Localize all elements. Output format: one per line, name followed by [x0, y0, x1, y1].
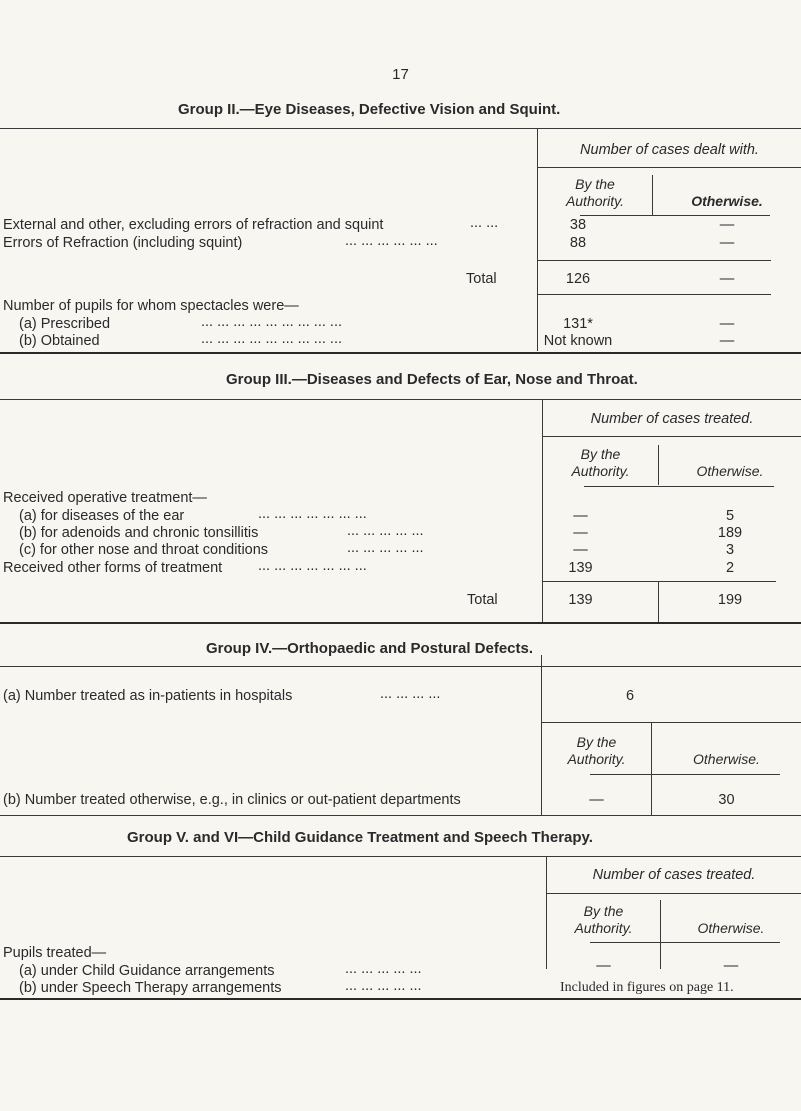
group3-nose-throat-otherwise: 3 [725, 542, 735, 558]
group2-total-otherwise: — [719, 271, 735, 287]
group2-total-bottom-rule [537, 294, 771, 295]
group3-ear-dots: ... ... ... ... ... ... ... [258, 506, 367, 522]
group5-col-authority-2: Authority. [574, 920, 633, 936]
group5-bottom-rule [0, 998, 801, 1000]
group2-obtained-label: (b) Obtained [19, 333, 100, 349]
group4-inpatients-value: 6 [625, 688, 635, 704]
group3-header: Number of cases treated. [590, 411, 754, 427]
group2-col-authority-2: Authority. [565, 193, 625, 209]
group3-adenoids-authority: — [573, 525, 588, 541]
group5-pupils-label: Pupils treated— [3, 945, 107, 961]
group5-child-guidance-authority: — [596, 958, 611, 974]
group5-child-guidance-dots: ... ... ... ... ... [345, 961, 422, 977]
group2-prescribed-label: (a) Prescribed [19, 316, 111, 332]
group5-top-rule [0, 856, 801, 857]
group3-other-dots: ... ... ... ... ... ... ... [258, 558, 367, 574]
group2-top-rule [0, 128, 801, 129]
group3-other-authority: 139 [568, 560, 593, 576]
group3-header-rule [542, 436, 801, 437]
group5-speech-therapy-label: (b) under Speech Therapy arrangements [19, 980, 282, 996]
group2-prescribed-authority: 131* [563, 316, 593, 332]
group3-total-authority: 139 [568, 592, 593, 608]
group3-total-otherwise: 199 [717, 592, 743, 608]
group2-header-rule [537, 167, 801, 168]
group5-speech-therapy-dots: ... ... ... ... ... [345, 978, 422, 994]
group4-outpatients-label: (b) Number treated otherwise, e.g., in clinics or out-patient departments [3, 792, 461, 808]
group2-total-authority: 126 [565, 271, 591, 287]
group2-prescribed-otherwise: — [719, 316, 735, 332]
group5-child-guidance-otherwise: — [723, 958, 739, 974]
group2-prescribed-dots: ... ... ... ... ... ... ... ... ... [201, 314, 342, 330]
group3-other-label: Received other forms of treatment [3, 560, 223, 576]
group2-row-refraction-authority: 88 [569, 235, 587, 251]
group5-col-otherwise: Otherwise. [697, 920, 765, 936]
group3-nose-throat-dots: ... ... ... ... ... [347, 540, 424, 556]
group5-included-note: Included in figures on page 11. [560, 980, 734, 995]
group4-col-authority-1: By the [576, 734, 617, 750]
group4-outpatients-authority: — [589, 792, 604, 808]
group2-row-refraction-otherwise: — [719, 235, 735, 251]
group3-ear-authority: — [573, 508, 588, 524]
group2-title: Group II.—Eye Diseases, Defective Vision and Squint. [178, 101, 561, 118]
group4-col-otherwise: Otherwise. [693, 751, 760, 767]
group4-title: Group IV.—Orthopaedic and Postural Defects. [206, 640, 534, 657]
group2-bottom-rule [0, 352, 801, 354]
group4-inpatients-label: (a) Number treated as in-patients in hospitals [3, 688, 293, 704]
group3-operative-label: Received operative treatment— [3, 490, 207, 506]
group4-bottom-rule [0, 815, 801, 816]
group4-outpatients-otherwise: 30 [718, 792, 735, 808]
group5-title: Group V. and VI—Child Guidance Treatment and Speech Therapy. [127, 829, 593, 846]
group2-total-rule [537, 260, 771, 261]
group4-header-rule [541, 722, 801, 723]
group2-row-refraction-dots: ... ... ... ... ... ... [345, 233, 438, 249]
group4-colhead-rule [590, 774, 780, 775]
group2-obtained-otherwise: — [719, 333, 735, 349]
group3-top-rule [0, 399, 801, 400]
group5-header-rule [546, 893, 801, 894]
group2-row-refraction-label: Errors of Refraction (including squint) [3, 235, 243, 251]
group2-total-label: Total [466, 271, 497, 287]
group3-total-label: Total [467, 592, 498, 608]
group3-colhead-rule [584, 486, 774, 487]
group2-row-external-label: External and other, excluding errors of refraction and squint [3, 217, 384, 233]
group3-ear-otherwise: 5 [725, 508, 735, 524]
group3-col-authority-1: By the [580, 446, 621, 462]
group3-bottom-rule [0, 622, 801, 624]
group3-adenoids-label: (b) for adenoids and chronic tonsillitis [19, 525, 259, 541]
group4-inpatients-dots: ... ... ... ... [380, 686, 441, 702]
group5-header: Number of cases treated. [592, 867, 756, 883]
group5-colhead-rule [590, 942, 780, 943]
group5-col-authority-1: By the [583, 903, 624, 919]
page-number: 17 [392, 66, 409, 83]
group3-col-otherwise: Otherwise. [696, 463, 764, 479]
group4-col-authority-2: Authority. [567, 751, 626, 767]
group4-top-rule [0, 666, 801, 667]
group2-spectacles-label: Number of pupils for whom spectacles were— [3, 298, 299, 314]
group2-col-otherwise: Otherwise. [691, 193, 763, 209]
group2-header: Number of cases dealt with. [580, 142, 759, 158]
group3-ear-label: (a) for diseases of the ear [19, 508, 185, 524]
group2-row-external-dots: ... ... [470, 215, 499, 231]
group3-adenoids-dots: ... ... ... ... ... [347, 523, 424, 539]
group2-colhead-rule [580, 215, 770, 216]
group2-obtained-authority: Not known [543, 333, 613, 349]
group3-nose-throat-label: (c) for other nose and throat conditions [19, 542, 269, 558]
group2-row-external-authority: 38 [569, 217, 587, 233]
group3-col-authority-2: Authority. [571, 463, 630, 479]
group2-col-authority-1: By the [575, 176, 615, 192]
group5-child-guidance-label: (a) under Child Guidance arrangements [19, 963, 275, 979]
group3-nose-throat-authority: — [573, 542, 588, 558]
group2-obtained-dots: ... ... ... ... ... ... ... ... ... [201, 331, 342, 347]
group3-total-rule [542, 581, 776, 582]
group3-other-otherwise: 2 [725, 560, 735, 576]
group2-row-external-otherwise: — [719, 217, 735, 233]
group3-adenoids-otherwise: 189 [717, 525, 743, 541]
group3-title: Group III.—Diseases and Defects of Ear, Nose and Throat. [226, 371, 638, 388]
